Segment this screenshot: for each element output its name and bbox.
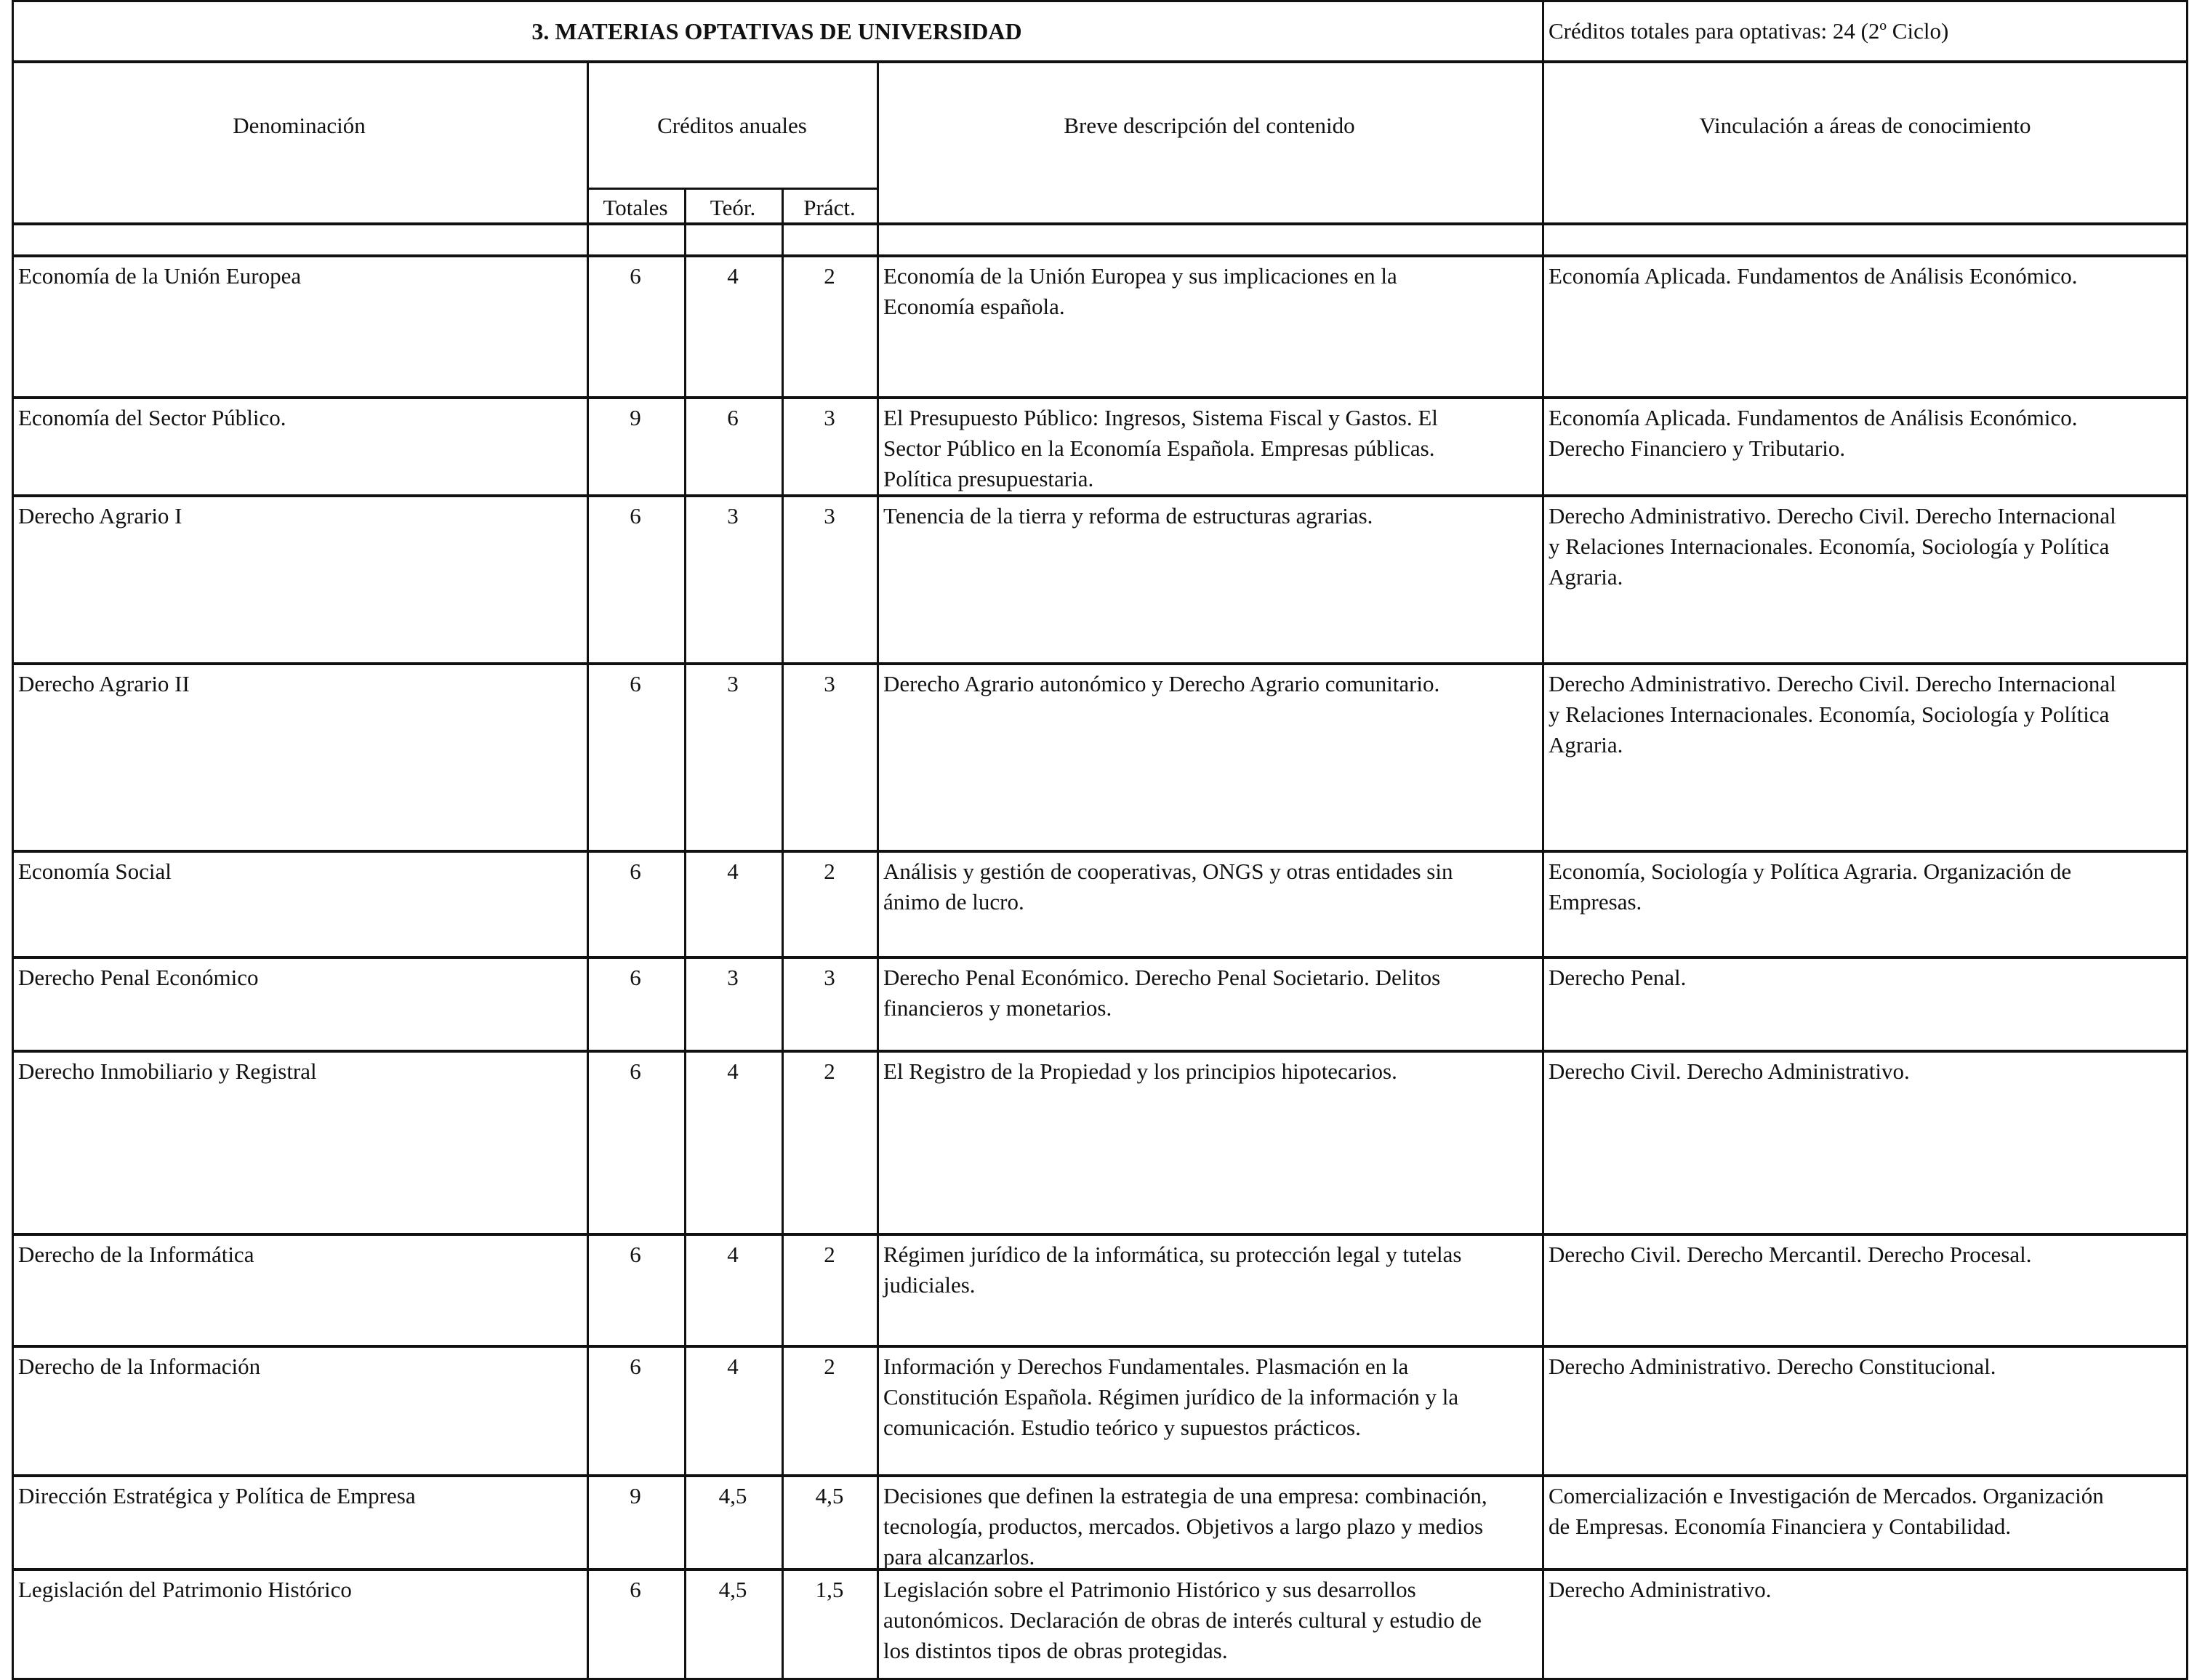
cell-pract: 3: [824, 965, 835, 990]
spacer-divider-3: [782, 223, 784, 257]
col-header-pract: Práct.: [803, 195, 856, 220]
row-divider-5: [1542, 1346, 1544, 1476]
cell-descripcion: Régimen jurídico de la informática, su protección legal y tutelas judiciales.: [883, 1242, 1462, 1298]
row-divider-5: [1542, 255, 1544, 398]
cell-pract: 2: [824, 859, 835, 884]
cell-vinculacion: Derecho Penal.: [1549, 965, 1687, 990]
cell-pract: 2: [824, 1354, 835, 1379]
cell-vinculacion: Derecho Administrativo. Derecho Civil. Derecho Internacional y Relaciones Internacionales. Economía, Sociología y Política Agraria.: [1549, 503, 2116, 590]
cell-totales: 6: [630, 1242, 641, 1267]
cell-totales: 6: [630, 859, 641, 884]
cell-pract: 3: [824, 503, 835, 528]
cell-denominacion: Derecho Agrario II: [18, 671, 190, 696]
cell-vinculacion: Derecho Civil. Derecho Administrativo.: [1549, 1058, 1910, 1084]
cell-vinculacion: Economía, Sociología y Política Agraria. Organización de Empresas.: [1549, 859, 2072, 915]
cell-totales: 9: [630, 405, 641, 430]
cell-vinculacion: Derecho Administrativo. Derecho Civil. Derecho Internacional y Relaciones Internacionales. Economía, Sociología y Política Agraria.: [1549, 671, 2116, 757]
cell-teor: 4: [727, 1354, 739, 1379]
cell-denominacion: Derecho Inmobiliario y Registral: [18, 1058, 317, 1084]
cell-descripcion: Economía de la Unión Europea y sus implicaciones en la Economía española.: [883, 263, 1397, 319]
spacer-divider-4: [877, 223, 879, 257]
cell-descripcion: Decisiones que definen la estrategia de una empresa: combinación, tecnología, productos, mercados. Objetivos a largo plazo y medios para alcanzarlos.: [883, 1483, 1487, 1570]
cell-teor: 4,5: [718, 1483, 747, 1508]
cell-denominacion: Economía Social: [18, 859, 172, 884]
cell-teor: 3: [727, 503, 739, 528]
cell-descripcion: Información y Derechos Fundamentales. Plasmación en la Constitución Española. Régimen jurídico de la información y la comunicación. Estudio teórico y supuestos prácticos.: [883, 1354, 1459, 1440]
cell-teor: 3: [727, 965, 739, 990]
cell-descripcion: Derecho Penal Económico. Derecho Penal Societario. Delitos financieros y monetarios.: [883, 965, 1441, 1021]
spacer-divider-1: [587, 223, 589, 257]
row-divider-5: [1542, 957, 1544, 1052]
col-header-denominacion: Denominación: [233, 113, 366, 138]
spacer-divider-2: [684, 223, 686, 257]
cell-pract: 2: [824, 263, 835, 289]
cell-teor: 6: [727, 405, 739, 430]
row-divider-5: [1542, 851, 1544, 958]
row-divider-5: [1542, 1475, 1544, 1570]
cell-teor: 4,5: [718, 1577, 747, 1602]
cell-totales: 9: [630, 1483, 641, 1508]
total-credits-note: Créditos totales para optativas: 24 (2º Ciclo): [1549, 18, 1949, 44]
cell-totales: 6: [630, 671, 641, 696]
cell-denominacion: Derecho de la Información: [18, 1354, 261, 1379]
col-header-creditos: Créditos anuales: [657, 113, 807, 138]
credits-subheader-line: [587, 188, 877, 190]
cell-denominacion: Derecho Agrario I: [18, 503, 182, 528]
cell-totales: 6: [630, 1058, 641, 1084]
cell-teor: 4: [727, 859, 739, 884]
cell-totales: 6: [630, 1577, 641, 1602]
cell-vinculacion: Derecho Administrativo. Derecho Constitucional.: [1549, 1354, 1996, 1379]
col-header-teor: Teór.: [710, 195, 756, 220]
cell-pract: 2: [824, 1058, 835, 1084]
cell-denominacion: Economía del Sector Público.: [18, 405, 286, 430]
row-divider-5: [1542, 397, 1544, 497]
cell-denominacion: Dirección Estratégica y Política de Empresa: [18, 1483, 416, 1508]
cell-descripcion: Legislación sobre el Patrimonio Histórico y sus desarrollos autonómicos. Declaración de obras de interés cultural y estudio de los distintos tipos de obras protegidas.: [883, 1577, 1482, 1663]
cell-pract: 1,5: [815, 1577, 844, 1602]
cell-descripcion: El Registro de la Propiedad y los principios hipotecarios.: [883, 1058, 1397, 1084]
header-divider: [1542, 0, 1544, 63]
cell-descripcion: Derecho Agrario autonómico y Derecho Agrario comunitario.: [883, 671, 1440, 696]
cell-denominacion: Derecho de la Informática: [18, 1242, 254, 1267]
col-header-vinculacion: Vinculación a áreas de conocimiento: [1699, 113, 2031, 138]
cell-teor: 4: [727, 1058, 739, 1084]
cell-teor: 3: [727, 671, 739, 696]
cell-totales: 6: [630, 1354, 641, 1379]
cell-descripcion: Tenencia de la tierra y reforma de estructuras agrarias.: [883, 503, 1373, 528]
row-divider-5: [1542, 495, 1544, 664]
cell-pract: 3: [824, 405, 835, 430]
row-divider-5: [1542, 1050, 1544, 1235]
cell-vinculacion: Economía Aplicada. Fundamentos de Análisis Económico.: [1549, 263, 2078, 289]
row-divider-5: [1542, 1569, 1544, 1680]
col-header-descripcion: Breve descripción del contenido: [1064, 113, 1355, 138]
cell-descripcion: Análisis y gestión de cooperativas, ONGS y otras entidades sin ánimo de lucro.: [883, 859, 1453, 915]
cell-denominacion: Derecho Penal Económico: [18, 965, 259, 990]
cell-pract: 3: [824, 671, 835, 696]
row-divider-5: [1542, 663, 1544, 852]
cell-vinculacion: Derecho Civil. Derecho Mercantil. Derecho Procesal.: [1549, 1242, 2032, 1267]
cell-vinculacion: Economía Aplicada. Fundamentos de Análisis Económico. Derecho Financiero y Tributario.: [1549, 405, 2078, 461]
cell-totales: 6: [630, 263, 641, 289]
cell-vinculacion: Comercialización e Investigación de Mercados. Organización de Empresas. Economía Financiera y Contabilidad.: [1549, 1483, 2104, 1539]
cell-totales: 6: [630, 965, 641, 990]
cell-totales: 6: [630, 503, 641, 528]
spacer-divider-5: [1542, 223, 1544, 257]
cell-denominacion: Legislación del Patrimonio Histórico: [18, 1577, 352, 1602]
cell-pract: 2: [824, 1242, 835, 1267]
col-header-totales: Totales: [603, 195, 668, 220]
table-title: 3. MATERIAS OPTATIVAS DE UNIVERSIDAD: [531, 18, 1022, 44]
cell-vinculacion: Derecho Administrativo.: [1549, 1577, 1772, 1602]
cell-descripcion: El Presupuesto Público: Ingresos, Sistema Fiscal y Gastos. El Sector Público en la Economía Española. Empresas públicas. Política presupuestaria.: [883, 405, 1438, 491]
cell-pract: 4,5: [815, 1483, 844, 1508]
cell-teor: 4: [727, 263, 739, 289]
spacer-row: [12, 223, 2188, 257]
column-header-box: [12, 61, 2188, 225]
row-divider-5: [1542, 1234, 1544, 1347]
cell-denominacion: Economía de la Unión Europea: [18, 263, 302, 289]
col-divider-3: [1542, 61, 1544, 225]
cell-teor: 4: [727, 1242, 739, 1267]
